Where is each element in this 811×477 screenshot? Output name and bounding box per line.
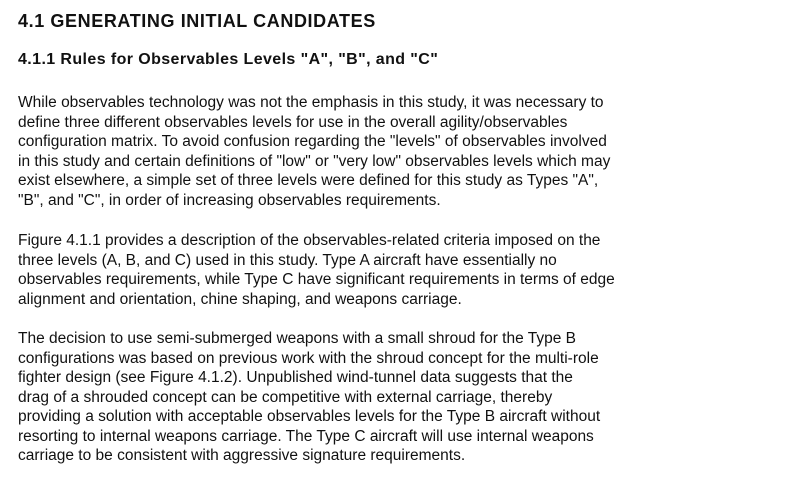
paragraph-line: alignment and orientation, chine shaping, and weapons carriage. <box>18 290 462 308</box>
paragraph-line: fighter design (see Figure 4.1.2). Unpublished wind-tunnel data suggests that the <box>18 369 573 386</box>
paragraph-figure-description <box>18 231 615 309</box>
paragraph-observables-levels <box>18 93 610 210</box>
paragraph-line: define three different observables levels for use in the overall agility/observables <box>18 113 568 131</box>
paragraph-line: three levels (A, B, and C) used in this study. Type A aircraft have essentially no <box>18 251 557 269</box>
paragraph-line: configurations was based on previous work with the shroud concept for the multi-role <box>18 349 599 367</box>
paragraph-weapons-decision <box>18 329 600 466</box>
paragraph-line: configuration matrix. To avoid confusion regarding the "levels" of observables involved <box>18 133 607 150</box>
paragraph-line: drag of a shrouded concept can be competitive with external carriage, thereby <box>18 388 553 406</box>
paragraph-line: resorting to internal weapons carriage. The Type C aircraft will use internal weapons <box>18 427 594 445</box>
paragraph-line: carriage to be consistent with aggressive signature requirements. <box>18 447 466 464</box>
subsection-heading: 4.1.1 Rules for Observables Levels "A", "B", and "C" <box>18 51 439 68</box>
paragraph-line: observables requirements, while Type C have significant requirements in terms of edge <box>18 271 615 288</box>
paragraph-line: exist elsewhere, a simple set of three levels were defined for this study as Types "A", <box>18 172 599 189</box>
paragraph-line: Figure 4.1.1 provides a description of the observables-related criteria imposed on the <box>18 232 601 249</box>
paragraph-line: "B", and "C", in order of increasing observables requirements. <box>18 191 441 209</box>
paragraph-line: in this study and certain definitions of "low" or "very low" observables levels which may <box>18 152 611 170</box>
paragraph-line: The decision to use semi-submerged weapons with a small shroud for the Type B <box>18 330 576 347</box>
paragraph-line: providing a solution with acceptable observables levels for the Type B aircraft without <box>18 408 601 425</box>
section-heading: 4.1 GENERATING INITIAL CANDIDATES <box>18 11 376 31</box>
paragraph-line: While observables technology was not the emphasis in this study, it was necessary to <box>18 94 604 111</box>
